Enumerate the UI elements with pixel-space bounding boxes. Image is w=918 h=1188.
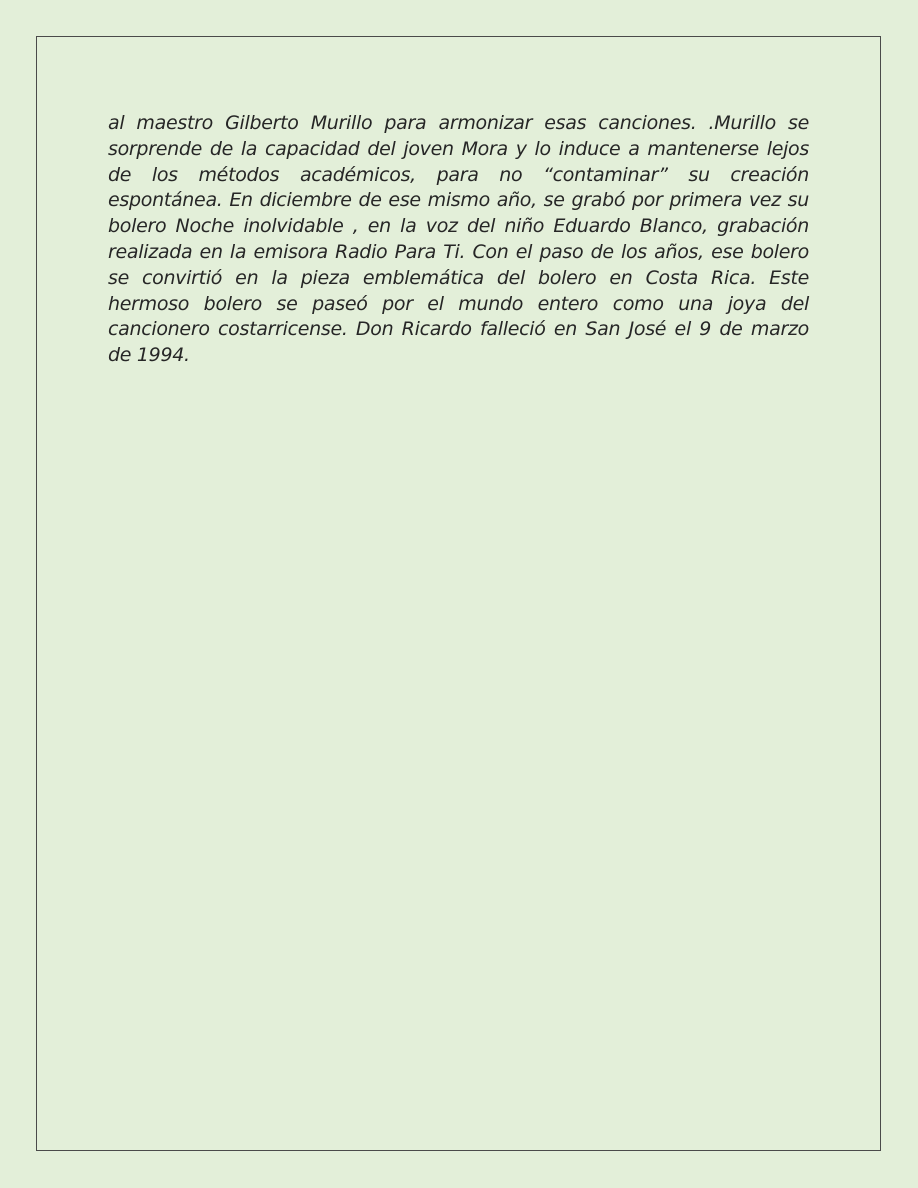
body-paragraph: al maestro Gilberto Murillo para armonizar esas canciones. .Murillo se sorprende de la capacidad del joven Mora y lo induce a mantenerse lejos de los métodos académicos, para no “contaminar” su creación espontánea. En diciembre de ese mismo año, se grabó por primera vez su bolero Noche inolvidable , en la voz del niño Eduardo Blanco, grabación realizada en la emisora Radio Para Ti. Con el paso de los años, ese bolero se convirtió en la pieza emblemática del bolero en Costa Rica. Este hermoso bolero se paseó por el mundo entero como una joya del cancionero costarricense. Don Ricardo falleció en San José el 9 de marzo de 1994. bbox=[108, 112, 809, 367]
